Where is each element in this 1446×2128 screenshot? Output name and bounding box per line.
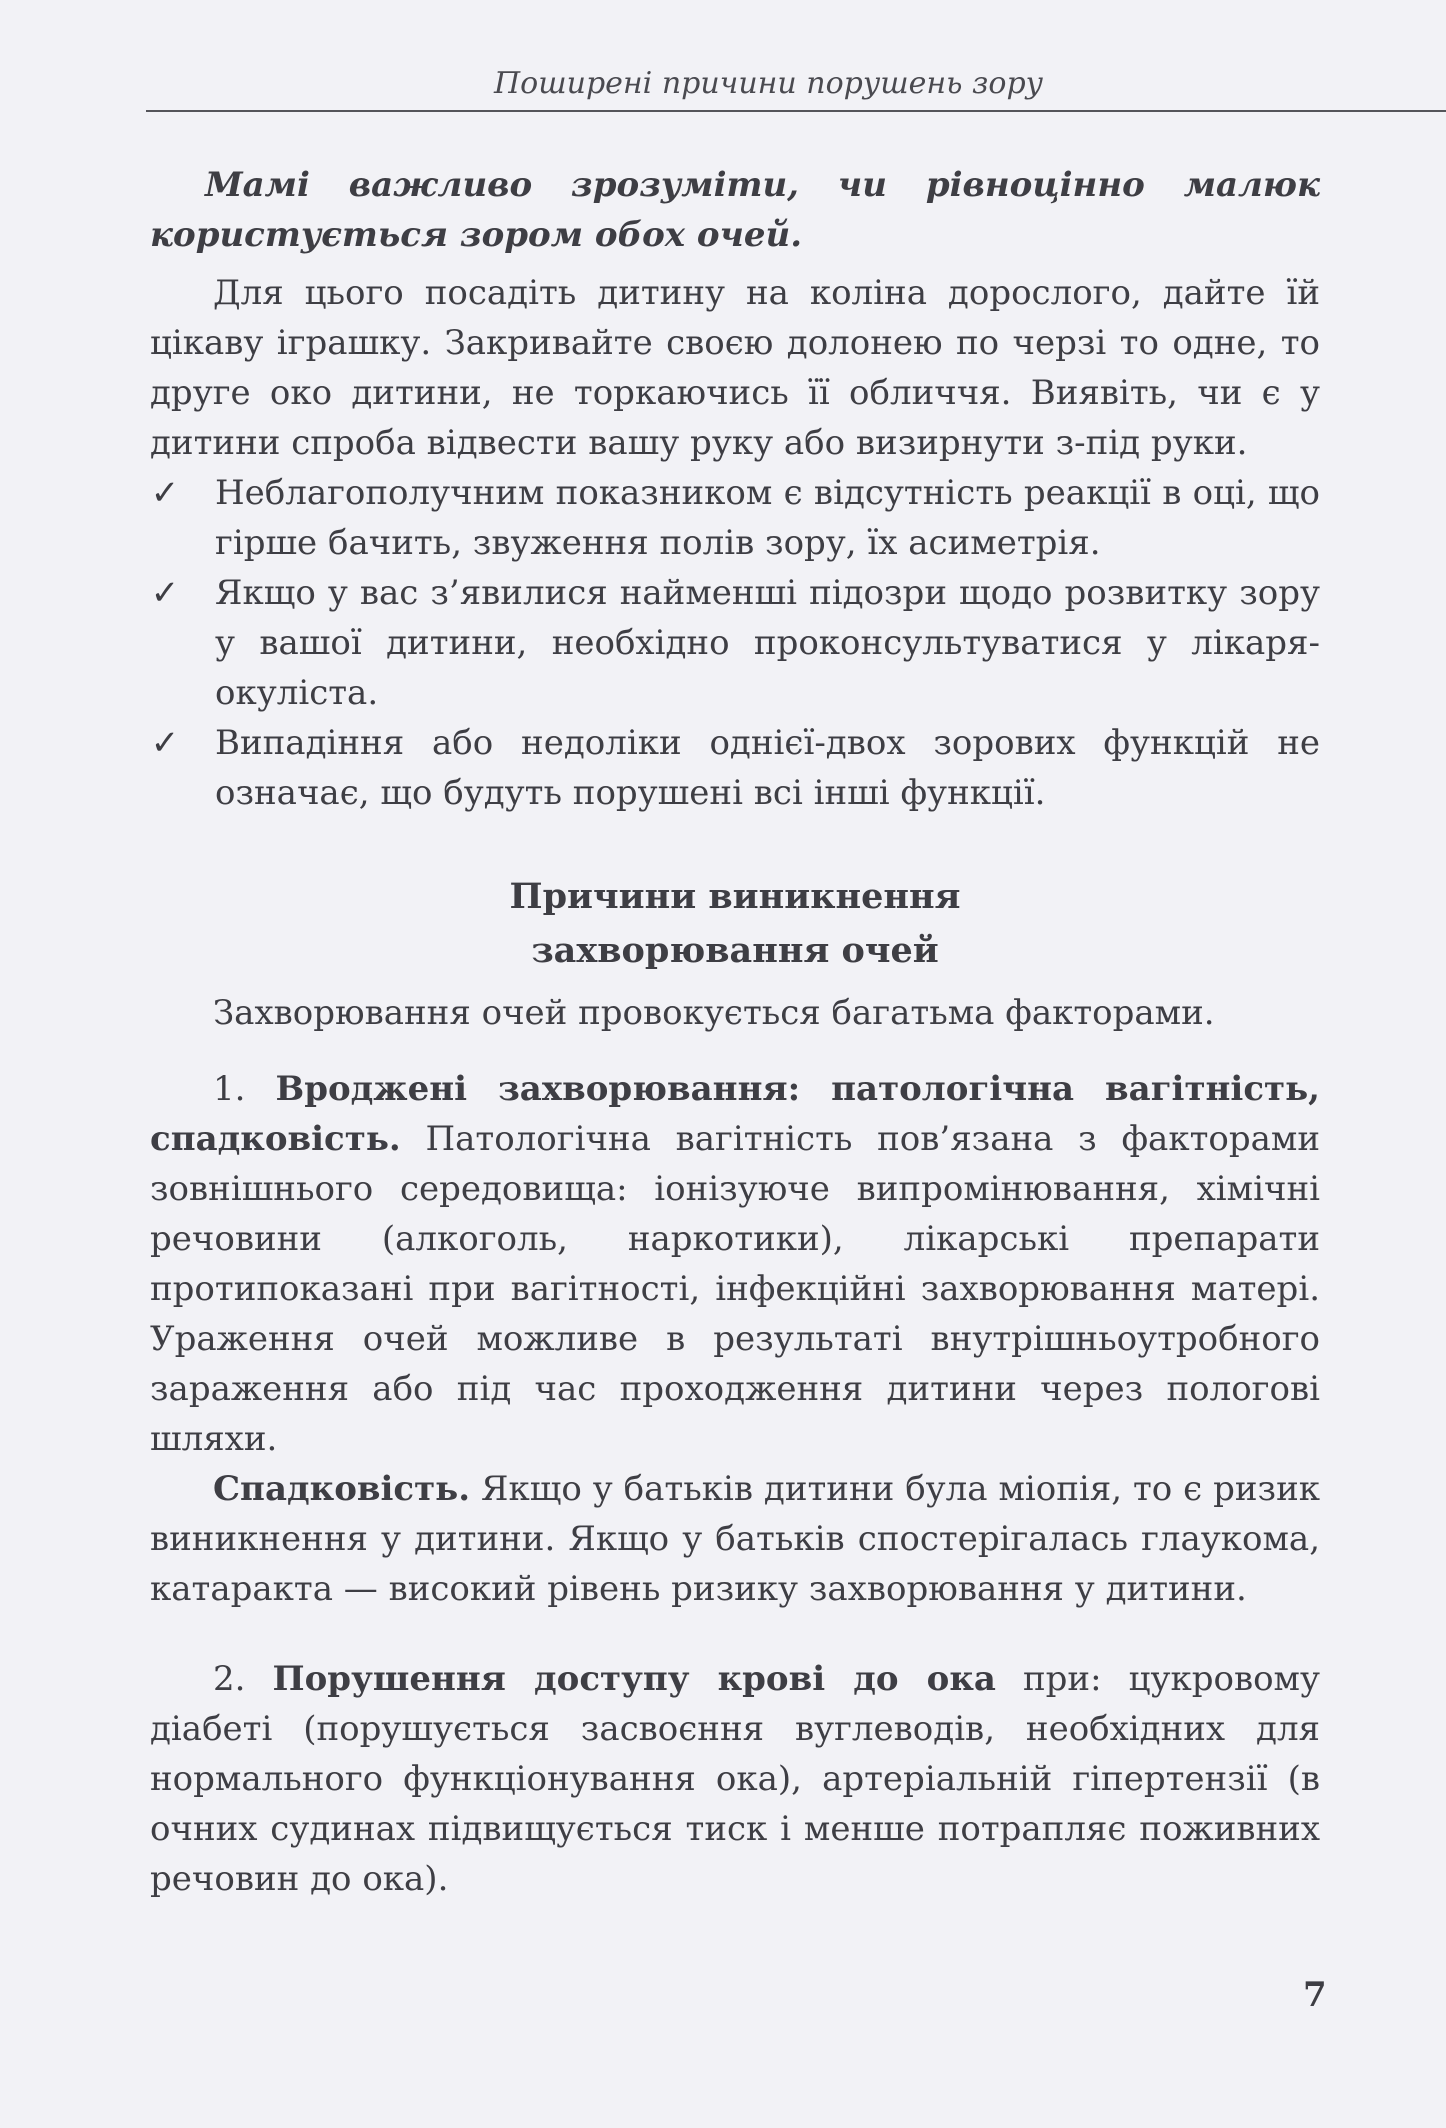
checkmark-icon: ✓ xyxy=(150,573,180,613)
instruction-paragraph: Для цього посадіть дитину на коліна дорослого, дайте їй цікаву іграшку. Закривайте своєю долонею по черзі то одне, то друге око дитини, не торкаючись її обличчя. Виявіть, чи є у дитини спроба відвести вашу руку або визирнути з-під руки. xyxy=(150,273,1320,463)
section-lead: Захворювання очей провокується багатьма факторами. xyxy=(213,993,1215,1033)
page-content xyxy=(150,160,1320,1904)
cause-2-paragraph xyxy=(150,1654,1320,1904)
heredity-text: Якщо у батьків дитини була міопія, то є ризик виникнення у дитини. Якщо у батьків спостерігалась глаукома, катаракта — високий рівень ризику захворювання у дитини. xyxy=(150,1469,1320,1609)
section-heading-line1: Причини виникнення xyxy=(509,876,961,917)
checkmark-icon: ✓ xyxy=(150,723,180,763)
checklist-item-text: Якщо у вас з’явилися найменші підозри щодо розвитку зору у вашої дитини, необхідно проконсультуватися у лікаря-окуліста. xyxy=(215,573,1320,713)
checklist-item-text: Випадіння або недоліки однієї-двох зорових функцій не означає, що будуть порушені всі інші функції. xyxy=(215,723,1320,813)
cause-1-heading: Вроджені захворювання: патологічна вагітність, спадковість. xyxy=(150,1069,1320,1159)
heredity-heading: Спадковість. xyxy=(213,1469,471,1509)
page-number: 7 xyxy=(1303,1975,1327,2015)
checklist-item xyxy=(150,718,1320,818)
running-header-title: Поширені причини порушень зору xyxy=(494,66,1044,101)
intro-paragraph: Мамі важливо зрозуміти, чи рівноцінно малюк користується зором обох очей. xyxy=(150,165,1320,255)
checklist-item xyxy=(150,468,1320,568)
checklist-item-text: Неблагополучним показником є відсутність реакції в оці, що гірше бачить, звуження полів зору, їх асиметрія. xyxy=(215,473,1320,563)
cause-1-paragraph xyxy=(150,1064,1320,1464)
cause-2-heading: Порушення доступу крові до ока xyxy=(272,1659,996,1699)
running-header xyxy=(146,64,1446,112)
checklist-item xyxy=(150,568,1320,718)
cause-2-text: при: цукровому діабеті (порушується засвоєння вуглеводів, необхідних для нормального функціонування ока), артеріальній гіпертензії (в очних судинах підвищується тиск і менше потрапляє поживних речовин до ока). xyxy=(150,1659,1320,1899)
section-heading xyxy=(150,870,1320,978)
heredity-paragraph xyxy=(150,1464,1320,1614)
cause-2-number: 2. xyxy=(213,1659,246,1699)
checklist xyxy=(150,468,1320,818)
cause-1-text: Патологічна вагітність пов’язана з факторами зовнішнього середовища: іонізуюче випромінювання, хімічні речовини (алкоголь, наркотики), лікарські препарати протипоказані при вагітності, інфекційні захворювання матері. Ураження очей можливе в результаті внутрішньоутробного зараження або під час проходження дитини через пологові шляхи. xyxy=(150,1119,1320,1459)
section-heading-line2: захворювання очей xyxy=(531,930,939,971)
checkmark-icon: ✓ xyxy=(150,473,180,513)
cause-1-number: 1. xyxy=(213,1069,246,1109)
